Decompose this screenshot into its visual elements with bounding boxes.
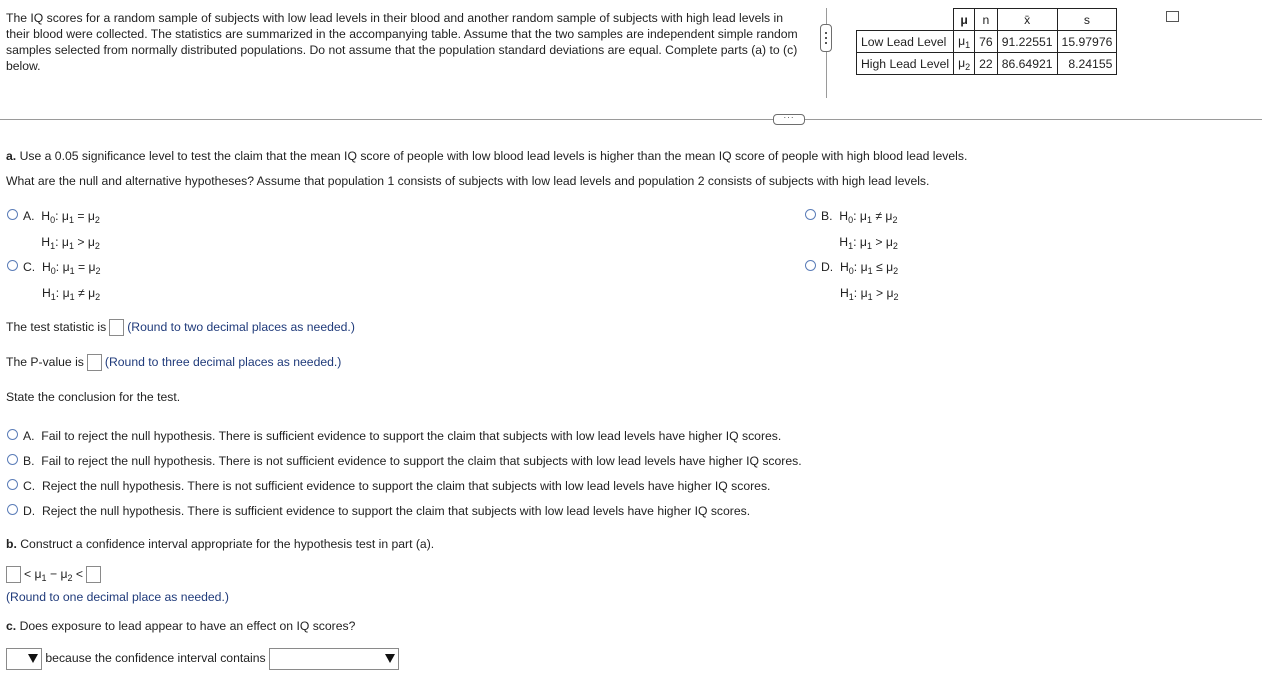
row-n: 22 [975, 53, 998, 75]
radio-button[interactable] [7, 454, 18, 465]
test-statistic-row: The test statistic is (Round to two decimal places as needed.) [6, 319, 355, 336]
row-s: 15.97976 [1057, 31, 1117, 53]
ci-lower-input[interactable] [6, 566, 21, 583]
copy-icon[interactable] [1166, 11, 1179, 22]
chevron-down-icon [28, 654, 38, 663]
conclusion-option-b[interactable]: B. Fail to reject the null hypothesis. There is not sufficient evidence to support the claim that subjects with low lead levels have higher IQ scores. [7, 453, 802, 469]
conclusion-option-a[interactable]: A. Fail to reject the null hypothesis. There is sufficient evidence to support the claim that subjects with low lead levels have higher IQ scores. [7, 428, 781, 444]
row-mu: $\mu_1$ [954, 31, 975, 53]
radio-button[interactable] [805, 260, 816, 271]
statistics-table [856, 8, 1117, 75]
radio-button[interactable] [7, 429, 18, 440]
radio-button[interactable] [7, 479, 18, 490]
header-mu: μ [954, 9, 975, 31]
table-row [857, 31, 1117, 53]
row-label: High Lead Level [857, 53, 954, 75]
header-xbar: x̄ [997, 9, 1057, 31]
vertical-divider [826, 8, 827, 98]
test-statistic-input[interactable] [109, 319, 124, 336]
row-xbar: 91.22551 [997, 31, 1057, 53]
ci-upper-input[interactable] [86, 566, 101, 583]
header-n: n [975, 9, 998, 31]
radio-button[interactable] [805, 209, 816, 220]
radio-button[interactable] [7, 209, 18, 220]
radio-button[interactable] [7, 260, 18, 271]
effect-dropdown[interactable] [6, 648, 42, 670]
horizontal-divider [0, 119, 1262, 120]
p-value-input[interactable] [87, 354, 102, 371]
row-n: 76 [975, 31, 998, 53]
horizontal-resize-handle[interactable]: ··· [773, 114, 805, 125]
part-b-question: b. Construct a confidence interval appropriate for the hypothesis test in part (a). [6, 537, 435, 551]
table-row [857, 53, 1117, 75]
interval-contains-dropdown[interactable] [269, 648, 399, 670]
row-xbar: 86.64921 [997, 53, 1057, 75]
problem-intro: The IQ scores for a random sample of subjects with low lead levels in their blood and another random sample of subjects with high lead levels in their blood were collected. The statistics are summarized in the accompanying table. Assume that the two samples are independent simple random samples selected from normally distributed populations. Do not assume that the population standard deviations are equal. Complete parts (a) to (c) below. [6, 11, 798, 73]
row-mu: $\mu_2$ [954, 53, 975, 75]
radio-button[interactable] [7, 504, 18, 515]
row-label: Low Lead Level [857, 31, 954, 53]
hypothesis-option-b[interactable]: B. $H_0$: $\mu_1 \ne \mu_2$ $H_1$: $\mu_1 > \mu_2$ [805, 208, 898, 254]
vertical-resize-handle[interactable] [820, 24, 832, 52]
hypothesis-option-c[interactable]: C. $H_0$: $\mu_1 = \mu_2$ $H_1$: $\mu_1 \ne \mu_2$ [7, 259, 101, 305]
part-c-answer-row: because the confidence interval contains [6, 648, 399, 670]
conclusion-option-d[interactable]: D. Reject the null hypothesis. There is sufficient evidence to support the claim that subjects with low lead levels have higher IQ scores. [7, 503, 750, 519]
hypothesis-prompt: What are the null and alternative hypotheses? Assume that population 1 consists of subjects with low lead levels and population 2 consists of subjects with high lead levels. [6, 174, 930, 188]
ci-round-hint: (Round to one decimal place as needed.) [6, 590, 229, 604]
part-c-question: c. Does exposure to lead appear to have an effect on IQ scores? [6, 619, 356, 633]
row-s: 8.24155 [1057, 53, 1117, 75]
hypothesis-option-a[interactable]: A. $H_0$: $\mu_1 = \mu_2$ $H_1$: $\mu_1 > \mu_2$ [7, 208, 100, 254]
conclusion-prompt: State the conclusion for the test. [6, 390, 181, 404]
part-a-question: a. Use a 0.05 significance level to test the claim that the mean IQ score of people with low blood lead levels is higher than the mean IQ score of people with high blood lead levels. [6, 149, 968, 163]
p-value-row: The P-value is (Round to three decimal places as needed.) [6, 354, 341, 371]
chevron-down-icon [385, 654, 395, 663]
hypothesis-option-d[interactable]: D. $H_0$: $\mu_1 \le \mu_2$ $H_1$: $\mu_1 > \mu_2$ [805, 259, 899, 305]
conclusion-option-c[interactable]: C. Reject the null hypothesis. There is not sufficient evidence to support the claim that subjects with low lead levels have higher IQ scores. [7, 478, 770, 494]
confidence-interval-row: < $\mu_1 - \mu_2$ < [6, 566, 104, 586]
header-s: s [1057, 9, 1117, 31]
